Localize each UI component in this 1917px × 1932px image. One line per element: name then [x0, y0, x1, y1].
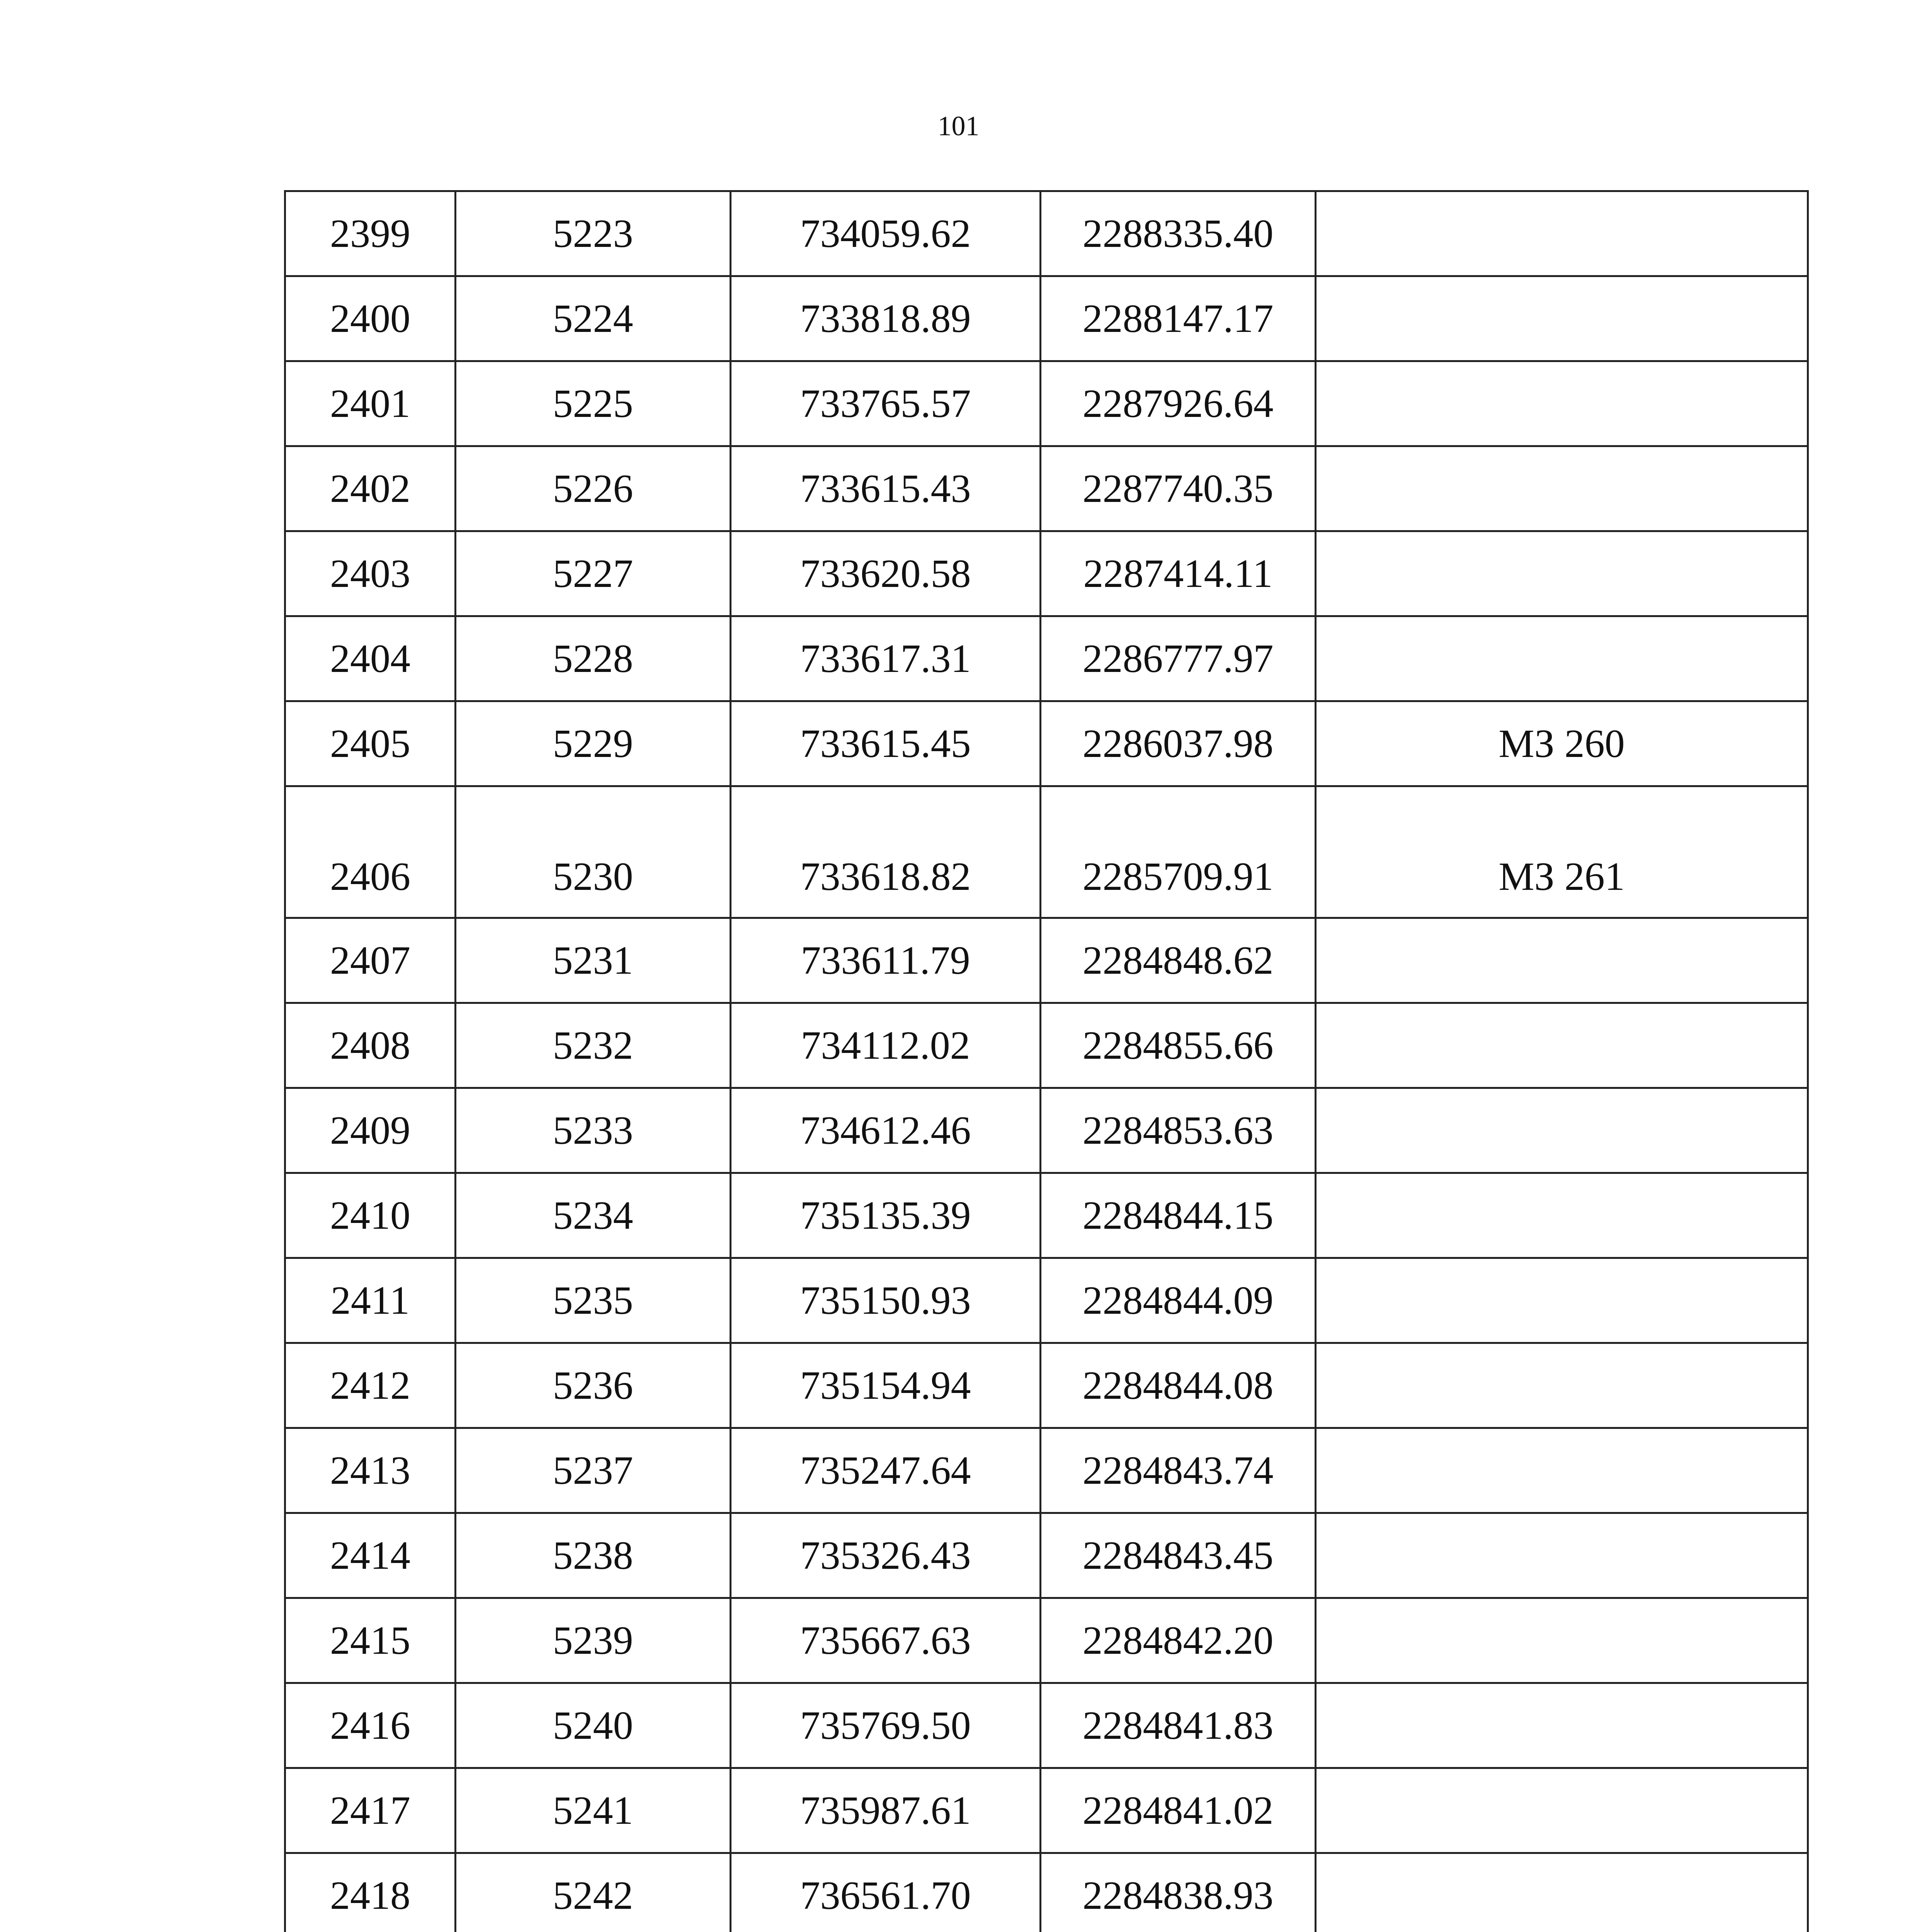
note-cell [1316, 1513, 1808, 1598]
table-row [285, 1853, 1808, 1932]
point-number-cell: 5242 [456, 1853, 731, 1932]
note-cell: МЗ 260 [1316, 701, 1808, 786]
row-index-cell: 2415 [285, 1598, 456, 1683]
y-coordinate-cell: 2284843.74 [1041, 1428, 1316, 1513]
table-row [285, 1003, 1808, 1088]
row-index-cell: 2410 [285, 1173, 456, 1258]
note-cell [1316, 1088, 1808, 1173]
point-number-cell: 5236 [456, 1343, 731, 1428]
table-row [285, 531, 1808, 616]
x-coordinate-cell: 735667.63 [731, 1598, 1041, 1683]
y-coordinate-cell: 2284841.83 [1041, 1683, 1316, 1768]
y-coordinate-cell: 2286777.97 [1041, 616, 1316, 701]
row-index-cell: 2405 [285, 701, 456, 786]
note-cell [1316, 1428, 1808, 1513]
x-coordinate-cell: 735247.64 [731, 1428, 1041, 1513]
note-cell [1316, 276, 1808, 361]
x-coordinate-cell: 734112.02 [731, 1003, 1041, 1088]
table-row [285, 1343, 1808, 1428]
point-number-cell: 5227 [456, 531, 731, 616]
coordinates-table-body [285, 191, 1808, 1932]
note-cell [1316, 446, 1808, 531]
x-coordinate-cell: 733818.89 [731, 276, 1041, 361]
y-coordinate-cell: 2284841.02 [1041, 1768, 1316, 1853]
point-number-cell: 5240 [456, 1683, 731, 1768]
table-row [285, 1428, 1808, 1513]
x-coordinate-cell: 733617.31 [731, 616, 1041, 701]
row-index-cell: 2411 [285, 1258, 456, 1343]
row-index-cell: 2399 [285, 191, 456, 276]
table-row [285, 276, 1808, 361]
row-index-cell: 2418 [285, 1853, 456, 1932]
x-coordinate-cell: 734612.46 [731, 1088, 1041, 1173]
y-coordinate-cell: 2284843.45 [1041, 1513, 1316, 1598]
row-index-cell: 2403 [285, 531, 456, 616]
table-row [285, 701, 1808, 786]
y-coordinate-cell: 2287926.64 [1041, 361, 1316, 446]
row-index-cell: 2409 [285, 1088, 456, 1173]
note-cell [1316, 1853, 1808, 1932]
note-cell [1316, 616, 1808, 701]
point-number-cell: 5233 [456, 1088, 731, 1173]
y-coordinate-cell: 2284844.09 [1041, 1258, 1316, 1343]
x-coordinate-cell: 733611.79 [731, 918, 1041, 1003]
y-coordinate-cell: 2284844.08 [1041, 1343, 1316, 1428]
row-index-cell: 2407 [285, 918, 456, 1003]
point-number-cell: 5231 [456, 918, 731, 1003]
point-number-cell: 5235 [456, 1258, 731, 1343]
y-coordinate-cell: 2286037.98 [1041, 701, 1316, 786]
x-coordinate-cell: 733615.43 [731, 446, 1041, 531]
table-row [285, 1088, 1808, 1173]
y-coordinate-cell: 2287414.11 [1041, 531, 1316, 616]
row-index-cell: 2404 [285, 616, 456, 701]
note-cell [1316, 1343, 1808, 1428]
note-cell [1316, 1683, 1808, 1768]
point-number-cell: 5239 [456, 1598, 731, 1683]
note-cell [1316, 1768, 1808, 1853]
table-row [285, 616, 1808, 701]
note-cell [1316, 361, 1808, 446]
point-number-cell: 5224 [456, 276, 731, 361]
point-number-cell: 5237 [456, 1428, 731, 1513]
note-cell [1316, 531, 1808, 616]
point-number-cell: 5232 [456, 1003, 731, 1088]
y-coordinate-cell: 2287740.35 [1041, 446, 1316, 531]
y-coordinate-cell: 2284855.66 [1041, 1003, 1316, 1088]
table-row [285, 1598, 1808, 1683]
row-index-cell: 2413 [285, 1428, 456, 1513]
y-coordinate-cell: 2284853.63 [1041, 1088, 1316, 1173]
table-row [285, 1768, 1808, 1853]
coordinates-table [284, 190, 1809, 1932]
x-coordinate-cell: 735154.94 [731, 1343, 1041, 1428]
y-coordinate-cell: 2284848.62 [1041, 918, 1316, 1003]
x-coordinate-cell: 734059.62 [731, 191, 1041, 276]
table-row [285, 1173, 1808, 1258]
row-index-cell: 2416 [285, 1683, 456, 1768]
note-cell [1316, 1598, 1808, 1683]
page-number: 101 [937, 111, 980, 141]
row-index-cell: 2402 [285, 446, 456, 531]
x-coordinate-cell: 735135.39 [731, 1173, 1041, 1258]
x-coordinate-cell: 735987.61 [731, 1768, 1041, 1853]
y-coordinate-cell: 2288335.40 [1041, 191, 1316, 276]
y-coordinate-cell: 2284842.20 [1041, 1598, 1316, 1683]
point-number-cell: 5223 [456, 191, 731, 276]
note-cell [1316, 1173, 1808, 1258]
point-number-cell: 5229 [456, 701, 731, 786]
note-cell: МЗ 261 [1316, 786, 1808, 918]
table-row [285, 361, 1808, 446]
row-index-cell: 2401 [285, 361, 456, 446]
point-number-cell: 5226 [456, 446, 731, 531]
x-coordinate-cell: 735326.43 [731, 1513, 1041, 1598]
note-cell [1316, 1258, 1808, 1343]
point-number-cell: 5225 [456, 361, 731, 446]
table-row [285, 446, 1808, 531]
x-coordinate-cell: 735150.93 [731, 1258, 1041, 1343]
row-index-cell: 2408 [285, 1003, 456, 1088]
x-coordinate-cell: 733765.57 [731, 361, 1041, 446]
table-row [285, 1683, 1808, 1768]
point-number-cell: 5234 [456, 1173, 731, 1258]
row-index-cell: 2412 [285, 1343, 456, 1428]
table-row [285, 1258, 1808, 1343]
table-row [285, 786, 1808, 918]
y-coordinate-cell: 2284844.15 [1041, 1173, 1316, 1258]
x-coordinate-cell: 733615.45 [731, 701, 1041, 786]
row-index-cell: 2417 [285, 1768, 456, 1853]
point-number-cell: 5230 [456, 786, 731, 918]
table-row [285, 1513, 1808, 1598]
row-index-cell: 2406 [285, 786, 456, 918]
point-number-cell: 5238 [456, 1513, 731, 1598]
row-index-cell: 2414 [285, 1513, 456, 1598]
y-coordinate-cell: 2288147.17 [1041, 276, 1316, 361]
note-cell [1316, 918, 1808, 1003]
note-cell [1316, 191, 1808, 276]
table-row [285, 918, 1808, 1003]
x-coordinate-cell: 733618.82 [731, 786, 1041, 918]
row-index-cell: 2400 [285, 276, 456, 361]
note-cell [1316, 1003, 1808, 1088]
table-row [285, 191, 1808, 276]
x-coordinate-cell: 735769.50 [731, 1683, 1041, 1768]
point-number-cell: 5228 [456, 616, 731, 701]
y-coordinate-cell: 2284838.93 [1041, 1853, 1316, 1932]
point-number-cell: 5241 [456, 1768, 731, 1853]
y-coordinate-cell: 2285709.91 [1041, 786, 1316, 918]
x-coordinate-cell: 733620.58 [731, 531, 1041, 616]
x-coordinate-cell: 736561.70 [731, 1853, 1041, 1932]
